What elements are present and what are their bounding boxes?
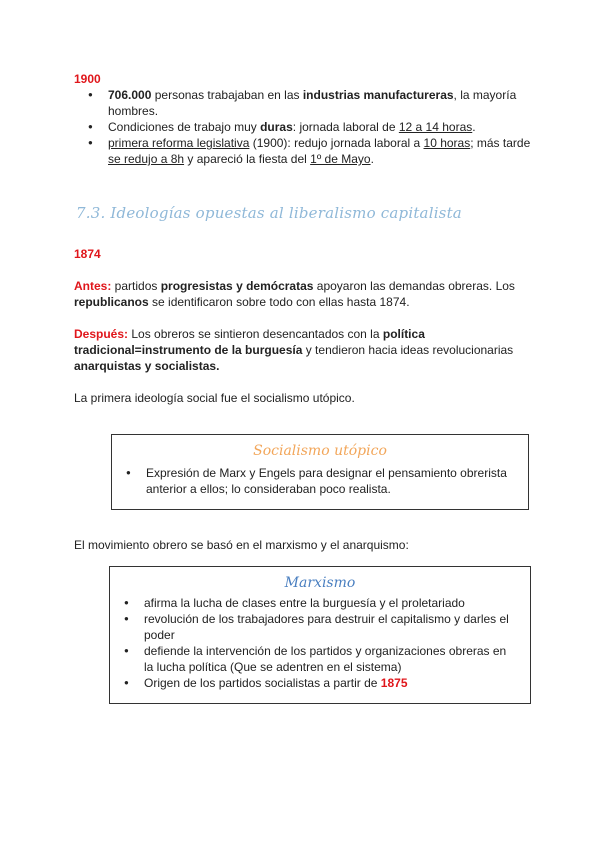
underlined-text: 1º de Mayo (310, 152, 371, 166)
label-antes: Antes: (74, 279, 112, 293)
text: se identificaron sobre todo con ellas hasta 1874. (148, 295, 410, 309)
box-marxismo (109, 566, 531, 704)
paragraph-antes (74, 278, 534, 310)
text: personas trabajaban en las (151, 88, 303, 102)
box-title-marxismo: Marxismo (284, 575, 356, 591)
label-despues: Después: (74, 327, 129, 341)
text: ; más tarde (470, 136, 531, 150)
bold-text: progresistas y demócratas (160, 279, 314, 293)
year-1900: 1900 (74, 72, 101, 86)
list-item: ● defiende la intervención de los partidos y organizaciones obreras en la lucha política (Que se adentren en el sistema) (110, 643, 518, 675)
list-item (74, 119, 534, 135)
list-item: ● afirma la lucha de clases entre la burguesía y el proletariado (110, 595, 518, 611)
year-1874: 1874 (74, 247, 101, 261)
box-title-utopico: Socialismo utópico (253, 443, 387, 459)
list-item: ● Expresión de Marx y Engels para designar el pensamiento obrerista anterior a ellos; lo consideraban poco realista. (112, 465, 512, 497)
list-item (74, 87, 534, 119)
bold-text: anarquistas y socialistas. (74, 359, 220, 373)
text: y tendieron hacia ideas revolucionarias (302, 343, 514, 357)
text: Condiciones de trabajo muy (108, 120, 261, 134)
bold-text: republicanos (74, 295, 149, 309)
text: . (472, 120, 476, 134)
list-item (110, 675, 518, 691)
text: (1900): redujo jornada laboral a (249, 136, 424, 150)
text: Los obreros se sintieron desencantados con la (128, 327, 383, 341)
paragraph-intro: La primera ideología social fue el socialismo utópico. (74, 391, 355, 405)
year-1875: 1875 (380, 676, 408, 690)
box-socialismo-utopico (111, 434, 529, 510)
paragraph-despues (74, 326, 534, 374)
list-marxismo (110, 595, 518, 691)
section-heading: 7.3. Ideologías opuestas al liberalismo capitalista (76, 204, 462, 222)
text: . (370, 152, 374, 166)
underlined-text: 12 a 14 horas (398, 120, 473, 134)
underlined-text: 10 horas (423, 136, 471, 150)
text: Origen de los partidos socialistas a partir de (144, 676, 381, 690)
text: partidos (111, 279, 161, 293)
underlined-text: primera reforma legislativa (108, 136, 250, 150)
list-1900 (74, 87, 534, 167)
bold-text: industrias manufactureras (302, 88, 454, 102)
text: y apareció la fiesta del (184, 152, 311, 166)
bold-text: política tradicional=instrumento de la burguesía (74, 327, 425, 357)
list-utopico (112, 465, 512, 497)
list-item (74, 135, 534, 167)
text: : jornada laboral de (292, 120, 399, 134)
bold-text: duras (260, 120, 293, 134)
paragraph-movimiento-obrero: El movimiento obrero se basó en el marxismo y el anarquismo: (74, 538, 409, 552)
text: apoyaron las demandas obreras. Los (313, 279, 515, 293)
text: , la mayoría hombres. (108, 88, 517, 118)
bold-text: 706.000 (108, 88, 152, 102)
list-item: ● revolución de los trabajadores para destruir el capitalismo y darles el poder (110, 611, 518, 643)
underlined-text: se redujo a 8h (108, 152, 185, 166)
